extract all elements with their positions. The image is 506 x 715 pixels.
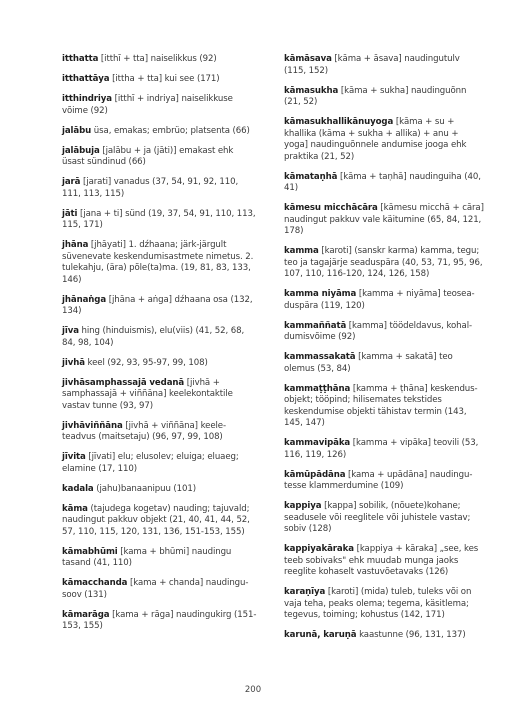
glossary-entry	[62, 94, 257, 117]
entry-definition: [karoti] (sanskr karma) kamma, tegu; teo ja tagajärje seaduspära (40, 53, 71, 95, 96, 107, 110, 116-120, 124, 126, 158)	[284, 246, 483, 279]
entry-headword: jhānaṅga	[62, 294, 107, 305]
glossary-entry	[62, 209, 257, 232]
entry-definition: [jhāyati] 1. dźhaana; järk-järgult süvenevate keskendumisastmete nimetus. 2. tulekahju, (ära) põle(ta)mа. (19, 81, 83, 133, 146)	[62, 240, 254, 285]
entry-definition: [jana + ti] sünd (19, 37, 54, 91, 110, 113, 115, 171)	[62, 208, 256, 230]
entry-headword: jivhāsamphassajā vedanā	[62, 377, 185, 388]
entry-definition: [kamma + vipāka] teovili (53, 116, 119, 126)	[284, 438, 479, 460]
entry-definition: [kāma + taṇhā] naudinguiha (40, 41)	[284, 171, 481, 193]
entry-headword: jarā	[62, 177, 81, 187]
entry-definition: [itthī + tta] naiselikkus (92)	[98, 54, 217, 64]
entry-headword: jāti	[62, 208, 78, 219]
entry-headword: kāmataṇhā	[284, 171, 338, 182]
entry-definition: [kama + chanda] naudingu-soov (131)	[62, 578, 249, 600]
glossary-entry	[62, 610, 257, 633]
entry-headword: kammaññatā	[284, 320, 347, 331]
entry-definition: keel (92, 93, 95-97, 99, 108)	[84, 357, 208, 368]
entry-headword: kāmāsava	[284, 54, 332, 64]
glossary-entry	[284, 321, 484, 344]
entry-definition: [kamma] töödeldavus, kohal-dumisvõime (92)	[284, 320, 472, 342]
entry-headword: kāmabhūmi	[62, 546, 118, 557]
glossary-entry	[284, 384, 484, 430]
glossary-entry	[62, 484, 257, 496]
glossary-entry	[284, 544, 484, 579]
glossary-entry	[62, 326, 257, 349]
entry-headword: kamma	[284, 246, 319, 256]
glossary-entry	[284, 501, 484, 536]
glossary-entry	[284, 289, 484, 312]
entry-headword: itthattāya	[62, 74, 110, 84]
glossary-entry	[284, 587, 484, 622]
entry-definition: [karoti] (mida) tuleb, tuleks või on vaja teha, peaks olema; tegema, käsitlema; tegevus, toiming; kohustus (142, 171)	[284, 587, 472, 620]
entry-definition: [jivhā + samphassajā + viññāna] keelekontaktile vastav tunne (93, 97)	[62, 377, 233, 411]
glossary-entry	[62, 177, 257, 200]
entry-headword: itthindriya	[62, 94, 112, 104]
entry-definition: [kamma + niyāma] teosea-duspära (119, 120)	[284, 289, 475, 311]
glossary-entry	[62, 54, 257, 66]
entry-headword: jīva	[62, 326, 79, 336]
glossary-entry	[284, 54, 484, 77]
entry-definition: [kappiya + kāraka] „see, kes teeb sobivaks" ehk muudab munga jaoks reeglite kohaselt vastuvõetavaks (126)	[284, 544, 479, 577]
glossary-entry	[62, 378, 257, 413]
glossary-entry	[62, 578, 257, 601]
entry-headword: kāmarāga	[62, 609, 110, 620]
glossary-entry	[284, 117, 484, 163]
entry-headword: jhāna	[62, 240, 89, 250]
entry-headword: kammavipāka	[284, 438, 351, 448]
entry-definition: üsa, emakas; embrüo; platsenta (66)	[91, 125, 250, 136]
entry-headword: kāmesu micchācāra	[284, 203, 378, 213]
entry-headword: jalābu	[62, 125, 92, 136]
entry-headword: kammaṭṭhāna	[284, 383, 351, 394]
entry-headword: kāmasukha	[284, 85, 339, 96]
glossary-entry	[62, 358, 257, 370]
entry-definition: [kamma + ṭhāna] keskendus-objekt; tööpind; hilisemates tekstides keskendumise objekti tähistav termin (143, 145, 147)	[284, 383, 478, 428]
glossary-entry	[62, 295, 257, 318]
entry-definition: [kamma + sakatā] teo olemus (53, 84)	[284, 352, 453, 374]
glossary-entry	[62, 126, 257, 138]
entry-headword: kāmasukhallikānuyoga	[284, 117, 394, 127]
glossary-entry	[284, 172, 484, 195]
glossary-entry	[284, 203, 484, 238]
left-column	[62, 54, 257, 641]
entry-definition: [jīvati] elu; elusolev; eluiga; eluaeg; elamine (17, 110)	[62, 452, 239, 474]
entry-headword: jivhā	[62, 357, 85, 368]
entry-headword: karaṇīya	[284, 587, 326, 597]
entry-definition: [jhāna + aṅga] dźhaana osa (132, 134)	[62, 294, 253, 316]
glossary-entry	[62, 547, 257, 570]
entry-headword: jivhāviññāna	[62, 420, 123, 431]
entry-definition: (tajudega kogetav) nauding; tajuvald; naudingut pakkuv objekt (21, 40, 41, 44, 52, 57, 110, 115, 120, 131, 136, 151-153, 155)	[62, 503, 250, 537]
entry-definition: [kāmesu micchā + cāra] naudingut pakkuv vale käitumine (65, 84, 121, 178)	[284, 203, 484, 236]
glossary-entry	[284, 352, 484, 375]
entry-definition: [ittha + tta] kui see (171)	[109, 74, 220, 84]
glossary-entry	[284, 438, 484, 461]
entry-headword: kadala	[62, 483, 94, 494]
entry-definition: [kama + rāga] naudingukirg (151-153, 155)	[62, 609, 257, 631]
entry-definition: [kāma + āsava] naudingutulv (115, 152)	[284, 54, 460, 76]
entry-headword: itthatta	[62, 54, 99, 64]
glossary-entry	[62, 421, 257, 444]
glossary-entry	[62, 452, 257, 475]
glossary-entry	[62, 146, 257, 169]
entry-definition: [jarati] vanadus (37, 54, 91, 92, 110, 111, 113, 115)	[62, 177, 239, 199]
right-column	[284, 54, 484, 650]
glossary-entry	[62, 74, 257, 86]
entry-definition: kaastunne (96, 131, 137)	[356, 630, 466, 640]
glossary-entry	[62, 504, 257, 539]
entry-headword: kappiyakāraka	[284, 544, 354, 554]
entry-headword: jalābuja	[62, 145, 100, 156]
glossary-entry	[284, 470, 484, 493]
entry-definition: [kama + bhūmi] naudingu tasand (41, 110)	[62, 546, 232, 568]
entry-definition: [kama + upādāna] naudingu-tesse klammerdumine (109)	[284, 469, 473, 491]
glossary-entry	[62, 240, 257, 286]
entry-definition: (jahu)banaanipuu (101)	[93, 483, 197, 494]
glossary-entry	[284, 630, 484, 642]
entry-definition: [jalābu + ja (jāti)] emakast ehk üsast sündinud (66)	[62, 145, 234, 167]
entry-definition: [kāma + su + khallika (kāma + sukha + allika) + anu + yoga] naudinguõnnele andumise jooga ehk praktika (21, 52)	[284, 117, 467, 162]
entry-headword: kammassakatā	[284, 352, 356, 362]
page-number: 200	[244, 685, 262, 695]
glossary-entry	[284, 246, 484, 281]
entry-headword: karunā, karuṇā	[284, 630, 357, 640]
entry-definition: hing (hinduismis), elu(viis) (41, 52, 68, 84, 98, 104)	[62, 326, 245, 348]
entry-headword: kāmacchanda	[62, 578, 128, 588]
entry-headword: kamma niyāma	[284, 289, 357, 299]
entry-headword: kāmūpādāna	[284, 469, 346, 480]
entry-headword: jīvita	[62, 452, 86, 462]
entry-headword: kāma	[62, 503, 88, 514]
glossary-entry	[284, 86, 484, 109]
entry-definition: [kappa] sobilik, (nõuete)kohane; seadusele või reeglitele või juhistele vastav; sobiv (128)	[284, 501, 471, 534]
entry-definition: [jivhā + viññāna] keele-teadvus (maitsetaju) (96, 97, 99, 108)	[62, 420, 226, 442]
entry-definition: [itthī + indriya] naiselikkuse võime (92)	[62, 94, 233, 116]
entry-definition: [kāma + sukha] naudinguõnn (21, 52)	[284, 85, 467, 107]
entry-headword: kappiya	[284, 501, 322, 511]
